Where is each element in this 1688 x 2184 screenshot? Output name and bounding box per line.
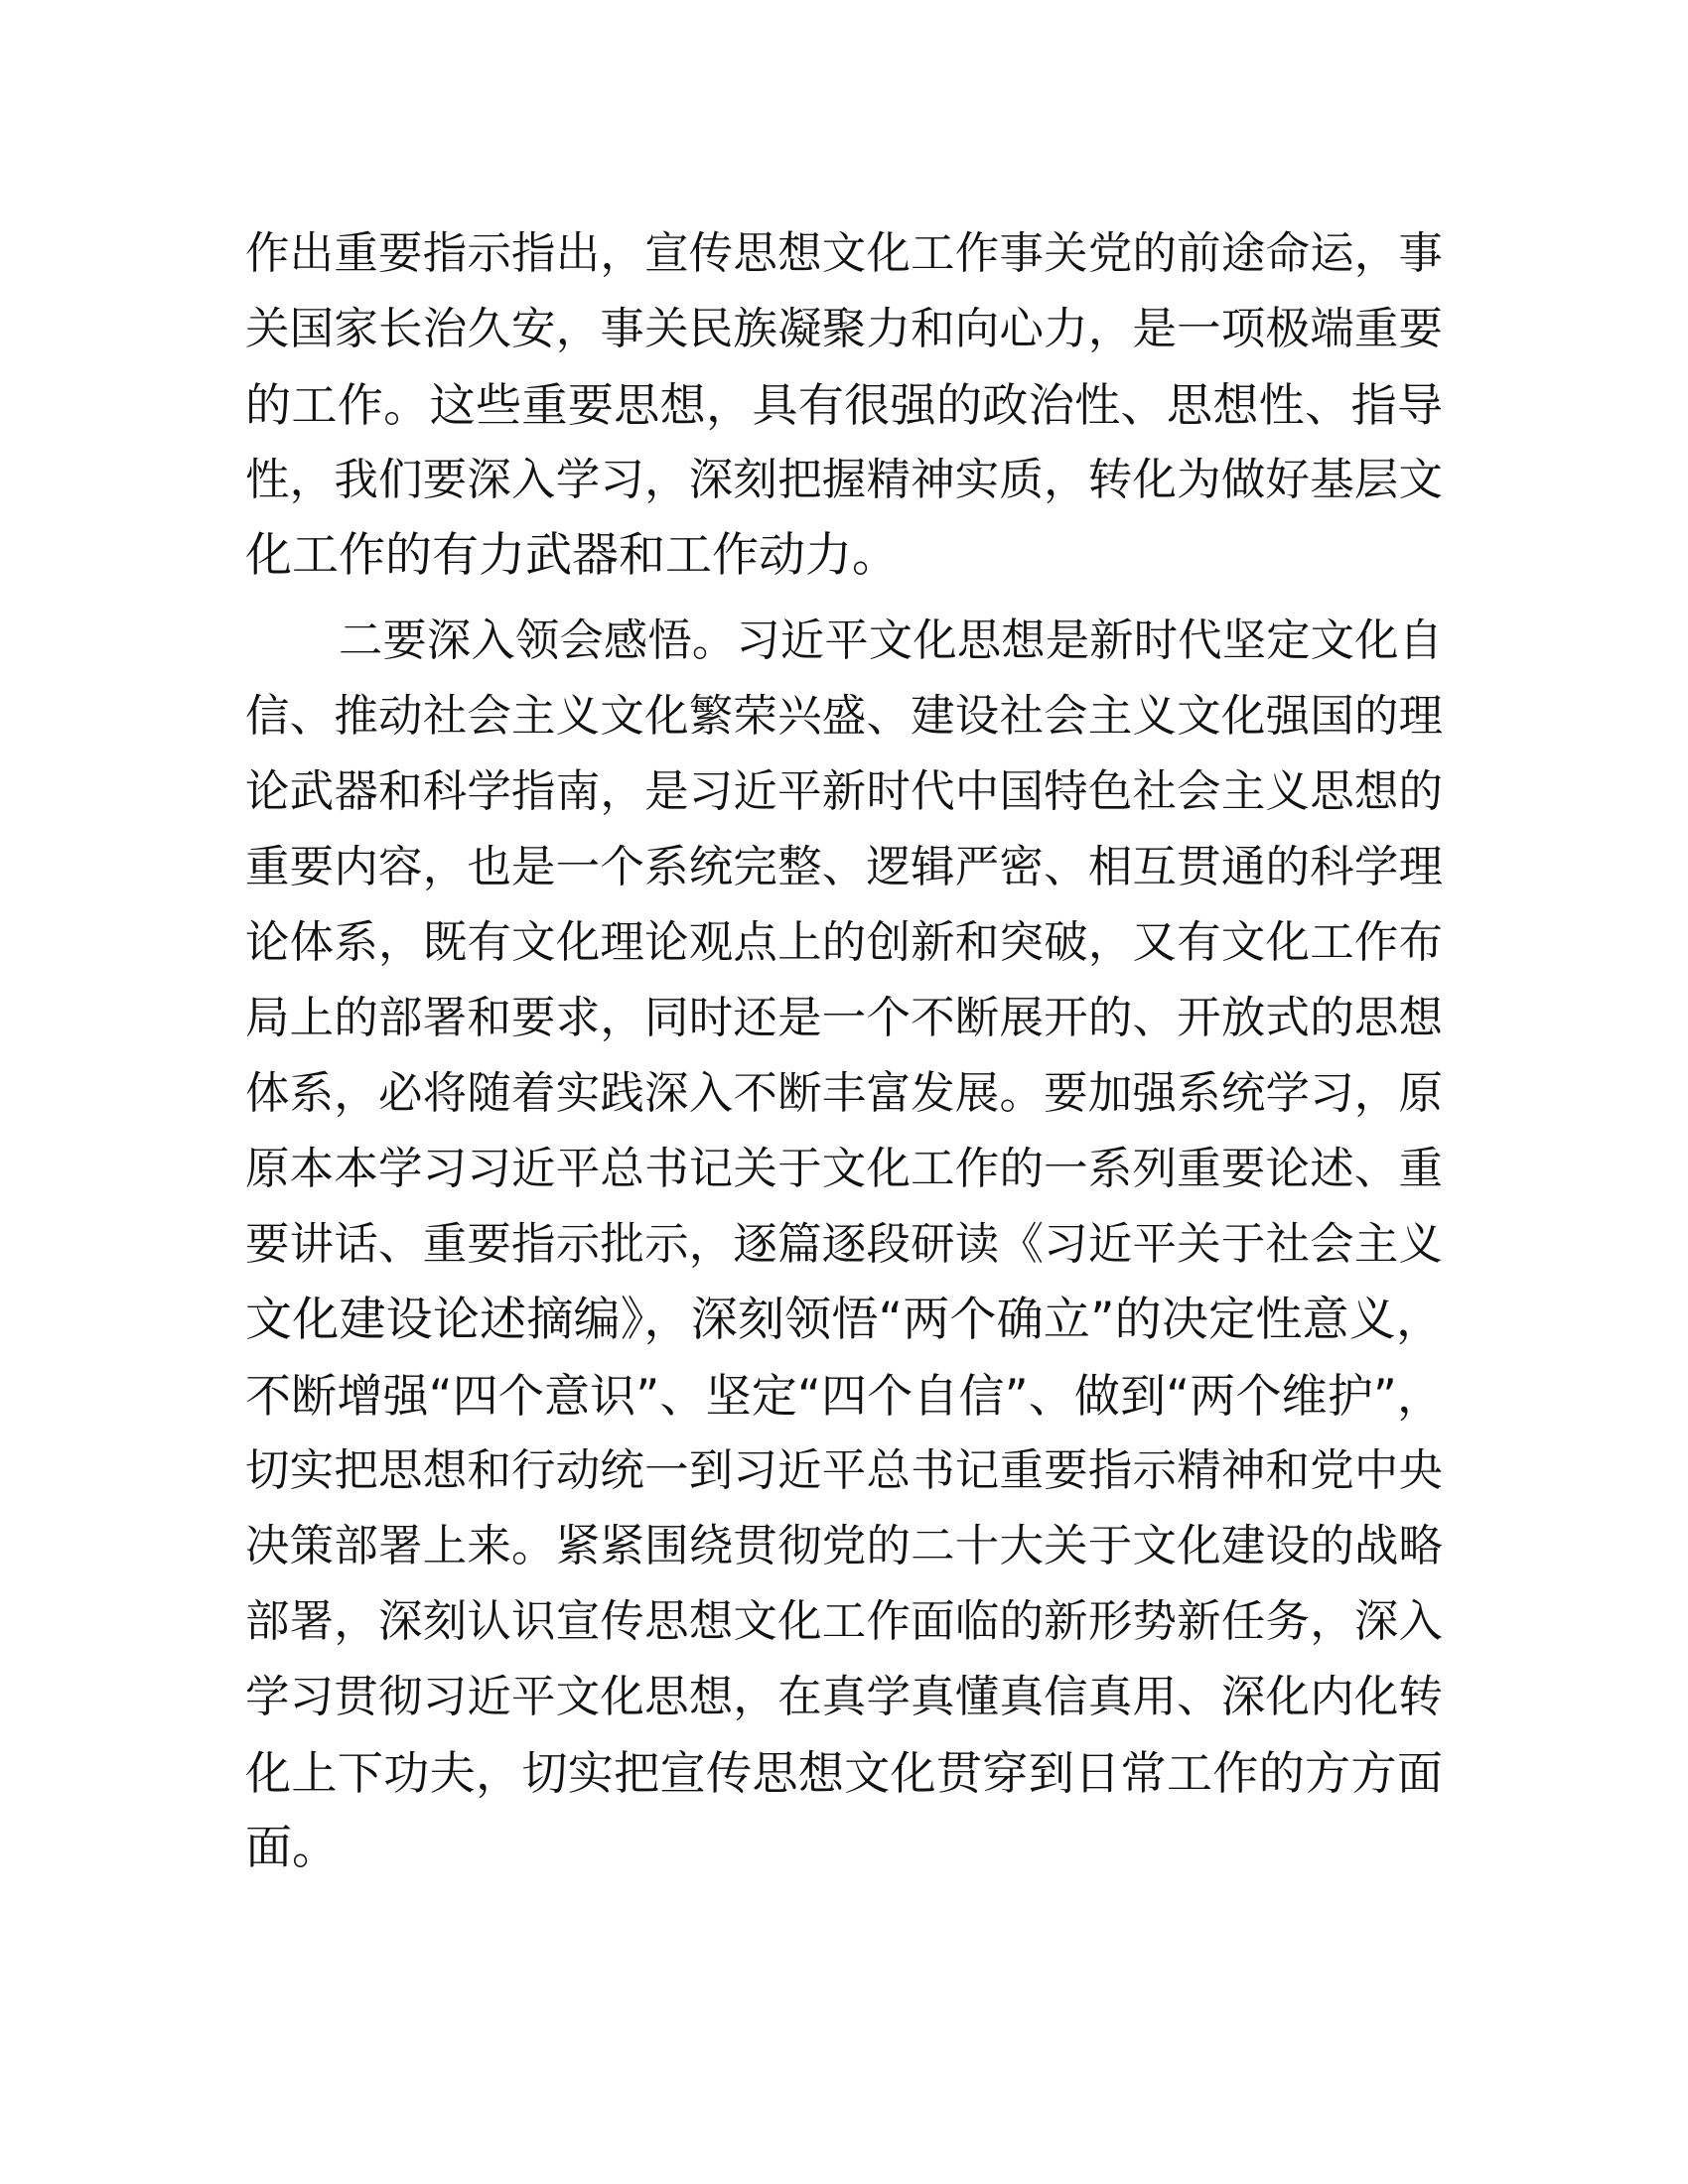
text-line: 二要深入领会感悟。习近平文化思想是新时代坚定文化自 <box>339 615 1443 666</box>
text-line: 面。 <box>245 1821 339 1875</box>
text-line: 论武器和科学指南，是习近平新时代中国特色社会主义思想的 <box>245 766 1443 817</box>
text-line: 学习贯彻习近平文化思想，在真学真懂真信真用、深化内化转 <box>245 1672 1443 1722</box>
text-line: 化上下功夫，切实把宣传思想文化贯穿到日常工作的方方面 <box>245 1746 1443 1800</box>
text-line: 化工作的有力武器和工作动力。 <box>245 528 899 583</box>
text-line: 文化建设论述摘编》，深刻领悟“两个确立”的决定性意义， <box>245 1293 1443 1347</box>
text-line: 原本本学习习近平总书记关于文化工作的一系列重要论述、重 <box>245 1144 1443 1194</box>
text-line: 信、推动社会主义文化繁荣兴盛、建设社会主义文化强国的理 <box>245 691 1443 742</box>
text-line: 性，我们要深入学习，深刻把握精神实质，转化为做好基层文 <box>245 455 1443 505</box>
paragraph-2 <box>245 604 1443 1886</box>
text-line: 的工作。这些重要思想，具有很强的政治性、思想性、指导 <box>245 378 1443 432</box>
text-line: 论体系，既有文化理论观点上的创新和突破，又有文化工作布 <box>245 917 1443 968</box>
text-line: 要讲话、重要指示批示，逐篇逐段研读《习近平关于社会主义 <box>245 1219 1443 1270</box>
text-line: 部署，深刻认识宣传思想文化工作面临的新形势新任务，深入 <box>245 1596 1443 1647</box>
text-line: 重要内容，也是一个系统完整、逻辑严密、相互贯通的科学理 <box>245 842 1443 892</box>
text-line: 局上的部署和要求，同时还是一个不断展开的、开放式的思想 <box>245 993 1443 1043</box>
text-line: 切实把思想和行动统一到习近平总书记重要指示精神和党中央 <box>245 1445 1443 1496</box>
paragraph-1 <box>245 216 1443 594</box>
body-text <box>245 216 1443 1886</box>
text-line: 决策部署上来。紧紧围绕贯彻党的二十大关于文化建设的战略 <box>245 1521 1443 1571</box>
text-line: 不断增强“四个意识”、坚定“四个自信”、做到“两个维护”， <box>245 1369 1443 1423</box>
text-line: 作出重要指示指出，宣传思想文化工作事关党的前途命运，事 <box>245 228 1443 279</box>
text-line: 关国家长治久安，事关民族凝聚力和向心力，是一项极端重要 <box>245 304 1443 354</box>
text-line: 体系，必将随着实践深入不断丰富发展。要加强系统学习，原 <box>245 1068 1443 1119</box>
